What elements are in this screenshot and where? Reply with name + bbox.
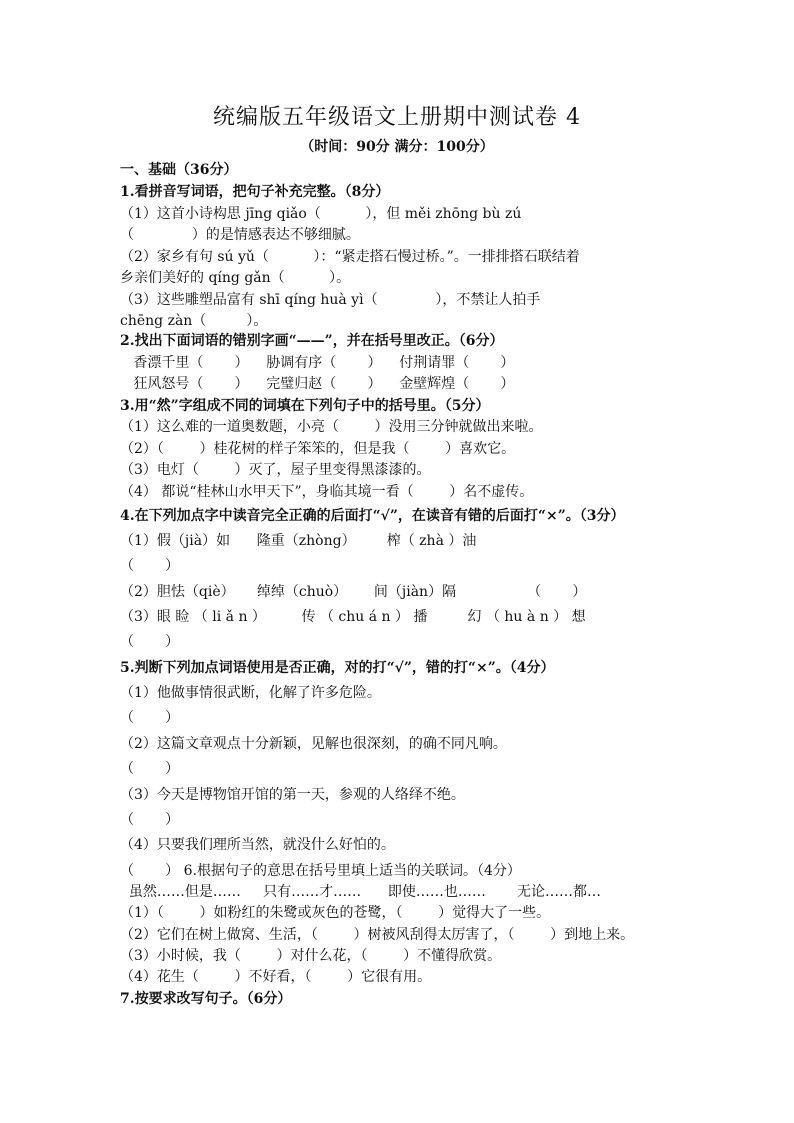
question-4-line: （ ） xyxy=(120,558,180,574)
question-6-line: （2）它们在树上做窝、生活，（ ）树被风刮得太厉害了，（ ）到地上来。 xyxy=(120,927,635,943)
question-6-options: 虽然……但是…… 只有……才…… 即使……也…… 无论……都… xyxy=(120,884,602,900)
question-4-line: （3）眼 睑 （ li ǎ n ） 传 （ chu á n ） 播 幻 （ hu à n ） 想 xyxy=(120,609,586,625)
question-4-line: （1）假（jià）如 隆重（zhòng） 榨（ zhà ）油 xyxy=(120,533,477,549)
question-3-line: （2）（ ）桂花树的样子笨笨的，但是我（ ）喜欢它。 xyxy=(120,441,516,457)
question-1-line: （ ）的是情感表达不够细腻。 xyxy=(120,227,360,243)
question-4-prompt: 4.在下列加点字中读音完全正确的后面打“√”，在读音有错的后面打“×”。（3分） xyxy=(120,508,625,524)
question-3-line: （4） 都说“桂林山水甲天下”，身临其境一看（ ）名不虚传。 xyxy=(120,484,534,500)
question-5-line: （ ） xyxy=(120,710,180,726)
question-1-line: （3）这些雕塑品富有 shī qíng huà yì（ ），不禁让人拍手 xyxy=(120,292,541,308)
question-5-prompt: 5.判断下列加点词语使用是否正确，对的打“√”，错的打“×”。（4分） xyxy=(120,660,555,676)
question-5-line: （ ） xyxy=(120,812,180,828)
question-1-line: （2）家乡有句 sú yǔ（ ）：“紧走搭石慢过桥。”。一排排搭石联结着 xyxy=(120,249,580,265)
question-6-line: （4）花生（ ）不好看，（ ）它很有用。 xyxy=(120,969,432,985)
question-1-line: chēng zàn（ ）。 xyxy=(120,313,268,329)
exam-title: 统编版五年级语文上册期中测试卷 4 xyxy=(213,105,581,130)
question-7-prompt: 7.按要求改写句子。（6分） xyxy=(120,991,292,1007)
question-2-prompt: 2.找出下面词语的错别字画“——”，并在括号里改正。（6分） xyxy=(120,333,504,349)
section-heading: 一、基础（36分） xyxy=(120,162,238,178)
question-5-line: （ ） xyxy=(120,761,180,777)
question-6-line: （1）（ ）如粉红的朱鹭或灰色的苍鹭，（ ）觉得大了一些。 xyxy=(120,905,551,921)
question-1-line: （1）这首小诗构思 jīng qiǎo（ ），但 měi zhōng bù zú xyxy=(120,206,522,222)
exam-subtitle: （时间：90分 满分：100分） xyxy=(300,139,494,155)
question-5-line: （2）这篇文章观点十分新颖，见解也很深刻，的确不同凡响。 xyxy=(120,736,507,752)
question-3-line: （1）这么难的一道奥数题，小亮（ ）没用三分钟就做出来啦。 xyxy=(120,419,543,435)
question-5-line: （3）今天是博物馆开馆的第一天，参观的人络绎不绝。 xyxy=(120,787,465,803)
question-1-prompt: 1.看拼音写词语，把句子补充完整。（8分） xyxy=(120,184,390,200)
question-2-row: 狂风怒号（ ） 完璧归赵（ ） 金壁辉煌（ ） xyxy=(120,376,515,392)
question-4-line: （ ） xyxy=(120,634,180,650)
question-3-line: （3）电灯（ ）灭了，屋子里变得黑漆漆的。 xyxy=(120,462,431,478)
question-2-row: 香漂千里（ ） 胁调有序（ ） 付荆请罪（ ） xyxy=(120,355,515,371)
question-5-line: （4）只要我们理所当然，就没什么好怕的。 xyxy=(120,837,395,853)
question-1-line: 乡亲们美好的 qíng gǎn（ ）。 xyxy=(120,270,351,286)
question-4-line: （2）胆怯（qiè） 绰绰（chuò） 间（jiàn）隔 （ ） xyxy=(120,584,587,600)
question-6-prompt: （ ） 6.根据句子的意思在括号里填上适当的关联词。（4分） xyxy=(120,863,521,879)
question-6-line: （3）小时候，我（ ）对什么花，（ ）不懂得欣赏。 xyxy=(120,948,502,964)
question-5-line: （1）他做事情很武断，化解了许多危险。 xyxy=(120,685,381,701)
question-3-prompt: 3.用“然”字组成不同的词填在下列句子中的括号里。（5分） xyxy=(120,398,490,414)
